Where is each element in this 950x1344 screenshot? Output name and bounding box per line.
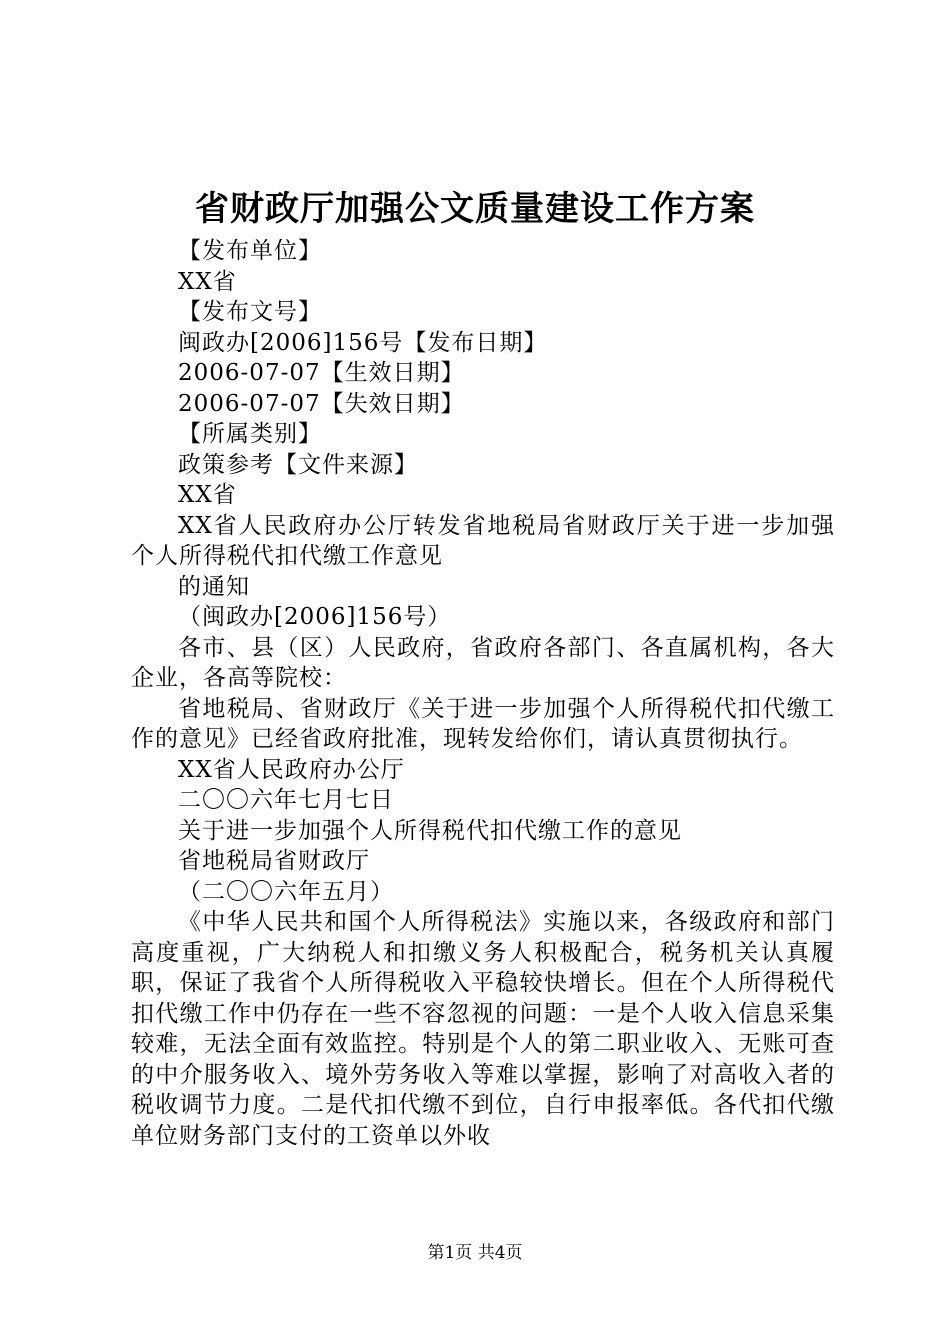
paragraph: 2006-07-07【失效日期】 — [178, 390, 465, 417]
paragraph: 二〇〇六年七月七日 — [178, 787, 394, 813]
paragraph: 关于进一步加强个人所得税代扣代缴工作的意见 — [178, 817, 682, 844]
paragraph: 省地税局、省财政厅《关于进一步加强个人所得税代扣代缴工作的意见》已经省政府批准，现转发给你们，请认真贯彻执行。 — [131, 695, 835, 752]
paragraph: 《中华人民共和国个人所得税法》实施以来，各级政府和部门高度重视，广大纳税人和扣缴义务人积极配合，税务机关认真履职，保证了我省个人所得税收入平稳较快增长。但在个人所得税代扣代缴工作中仍存在一些不容忽视的问题：一是个人收入信息采集较难，无法全面有效监控。特别是个人的第二职业收入、无账可查的中介服务收入、境外劳务收入等难以掌握，影响了对高收入者的税收调节力度。二是代扣代缴不到位，自行申报率低。各代扣代缴单位财务部门支付的工资单以外收 — [131, 909, 835, 1149]
paragraph: 【发布文号】 — [178, 299, 322, 325]
paragraph: 【所属类别】 — [178, 421, 322, 447]
paragraph: 闽政办[2006]156号【发布日期】 — [178, 329, 548, 356]
page-number-footer: 第1页 共4页 — [427, 1243, 523, 1263]
paragraph: 2006-07-07【生效日期】 — [178, 360, 465, 386]
document-body — [131, 236, 835, 1151]
paragraph: （二〇〇六年五月） — [178, 878, 394, 905]
paragraph: 各市、县（区）人民政府，省政府各部门、各直属机构，各大企业，各高等院校： — [131, 634, 835, 691]
paragraph: XX省人民政府办公厅 — [178, 756, 405, 783]
paragraph: （闽政办[2006]156号） — [178, 604, 452, 630]
paragraph: 省地税局省财政厅 — [178, 848, 370, 874]
paragraph: 政策参考【文件来源】 — [178, 451, 418, 478]
paragraph: XX省 — [178, 482, 237, 508]
paragraph: 【发布单位】 — [178, 238, 322, 264]
document-title: 省财政厅加强公文质量建设工作方案 — [195, 189, 755, 229]
paragraph: 的通知 — [178, 573, 250, 600]
paragraph: XX省人民政府办公厅转发省地税局省财政厅关于进一步加强个人所得税代扣代缴工作意见 — [131, 512, 835, 569]
paragraph: XX省 — [178, 268, 237, 295]
